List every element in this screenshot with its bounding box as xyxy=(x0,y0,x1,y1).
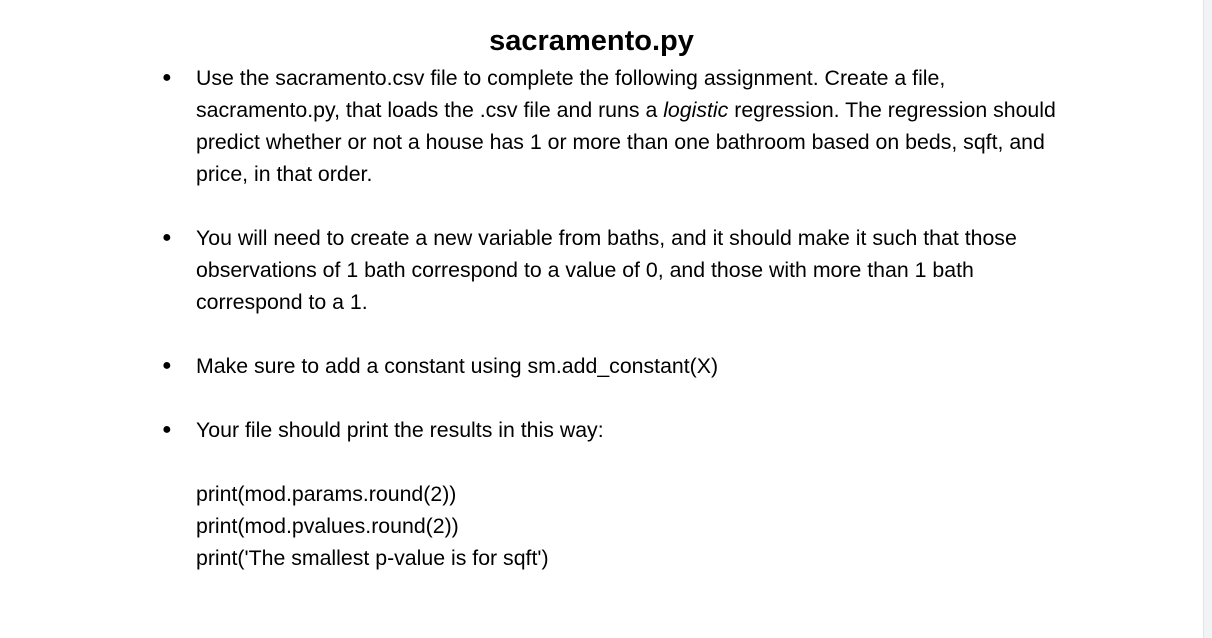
bullet-icon: ● xyxy=(162,357,172,374)
bullet-text-2: You will need to create a new variable from baths, and it should make it such that those observations of 1 bath correspond to a value of 0, and those with more than 1 bath correspond to a 1. xyxy=(196,226,1017,314)
bullet-item-4 xyxy=(0,414,1066,574)
bullet-text-4: Your file should print the results in this way: xyxy=(196,418,604,442)
code-line-3: print('The smallest p-value is for sqft') xyxy=(196,546,549,570)
page-gutter xyxy=(1203,0,1212,638)
bullet-item-2 xyxy=(0,222,1066,318)
bullet-text-1-italic: logistic xyxy=(663,98,729,122)
bullet-icon: ● xyxy=(162,421,172,438)
bullet-icon: ● xyxy=(162,69,172,86)
bullet-item-1 xyxy=(0,62,1066,190)
document-title: sacramento.py xyxy=(489,25,694,57)
code-example xyxy=(196,478,1066,574)
bullet-list xyxy=(0,62,1203,606)
bullet-text-3: Make sure to add a constant using sm.add_constant(X) xyxy=(196,354,719,378)
bullet-item-3 xyxy=(0,350,1066,382)
code-line-1: print(mod.params.round(2)) xyxy=(196,482,457,506)
bullet-text-1-end: regression. The regression should predict whether or not a house has 1 or more than one bathroom based on beds, sqft, and price, in that order. xyxy=(196,98,1056,186)
bullet-icon: ● xyxy=(162,229,172,246)
code-line-2: print(mod.pvalues.round(2)) xyxy=(196,514,459,538)
bullet-text-1-start: Use the sacramento.csv file to complete the following assignment. Create a file, sacramento.py, that loads the .csv file and runs a xyxy=(196,66,946,122)
